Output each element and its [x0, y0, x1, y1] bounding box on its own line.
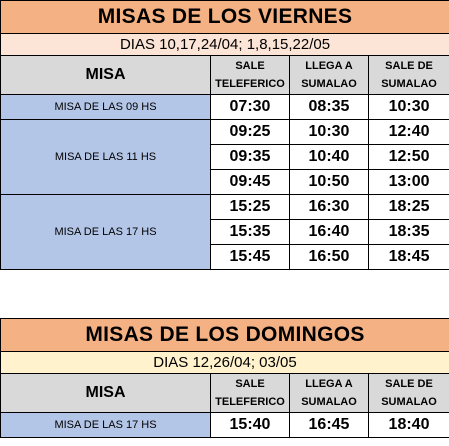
time-llega: 16:50 — [290, 245, 369, 270]
time-llega: 10:40 — [290, 145, 369, 170]
time-sale: 15:45 — [211, 245, 290, 270]
misa-label: MISA DE LAS 17 HS — [1, 195, 211, 270]
time-llega: 10:30 — [290, 120, 369, 145]
domingos-title: MISAS DE LOS DOMINGOS — [1, 319, 449, 352]
header-sale-teleferico: SALE TELEFERICO — [211, 56, 290, 95]
time-sale: 15:40 — [211, 413, 290, 438]
misa-label: MISA DE LAS 17 HS — [1, 413, 211, 438]
table-row — [1, 413, 449, 438]
domingos-table — [0, 318, 449, 438]
time-sale: 09:35 — [211, 145, 290, 170]
time-sale: 09:25 — [211, 120, 290, 145]
time-vuelta: 18:35 — [369, 220, 449, 245]
header-llega-sumalao: LLEGA A SUMALAO — [290, 56, 369, 95]
misa-label: MISA DE LAS 09 HS — [1, 95, 211, 120]
time-llega: 08:35 — [290, 95, 369, 120]
header-misa: MISA — [1, 374, 211, 413]
time-llega: 16:40 — [290, 220, 369, 245]
time-sale: 15:25 — [211, 195, 290, 220]
time-vuelta: 10:30 — [369, 95, 449, 120]
viernes-dates: DIAS 10,17,24/04; 1,8,15,22/05 — [1, 34, 449, 56]
time-llega: 16:30 — [290, 195, 369, 220]
time-vuelta: 13:00 — [369, 170, 449, 195]
time-vuelta: 18:40 — [369, 413, 449, 438]
time-vuelta: 18:25 — [369, 195, 449, 220]
time-llega: 16:45 — [290, 413, 369, 438]
misa-label: MISA DE LAS 11 HS — [1, 120, 211, 195]
header-llega-sumalao: LLEGA A SUMALAO — [290, 374, 369, 413]
time-vuelta: 12:40 — [369, 120, 449, 145]
table-row — [1, 195, 449, 220]
viernes-title: MISAS DE LOS VIERNES — [1, 1, 449, 34]
domingos-schedule — [0, 318, 449, 438]
table-row — [1, 95, 449, 120]
time-vuelta: 12:50 — [369, 145, 449, 170]
header-sale-sumalao: SALE DE SUMALAO — [369, 56, 449, 95]
header-sale-teleferico: SALE TELEFERICO — [211, 374, 290, 413]
table-row — [1, 120, 449, 145]
time-sale: 07:30 — [211, 95, 290, 120]
header-sale-sumalao: SALE DE SUMALAO — [369, 374, 449, 413]
domingos-dates: DIAS 12,26/04; 03/05 — [1, 352, 449, 374]
time-llega: 10:50 — [290, 170, 369, 195]
time-vuelta: 18:45 — [369, 245, 449, 270]
time-sale: 09:45 — [211, 170, 290, 195]
header-misa: MISA — [1, 56, 211, 95]
time-sale: 15:35 — [211, 220, 290, 245]
